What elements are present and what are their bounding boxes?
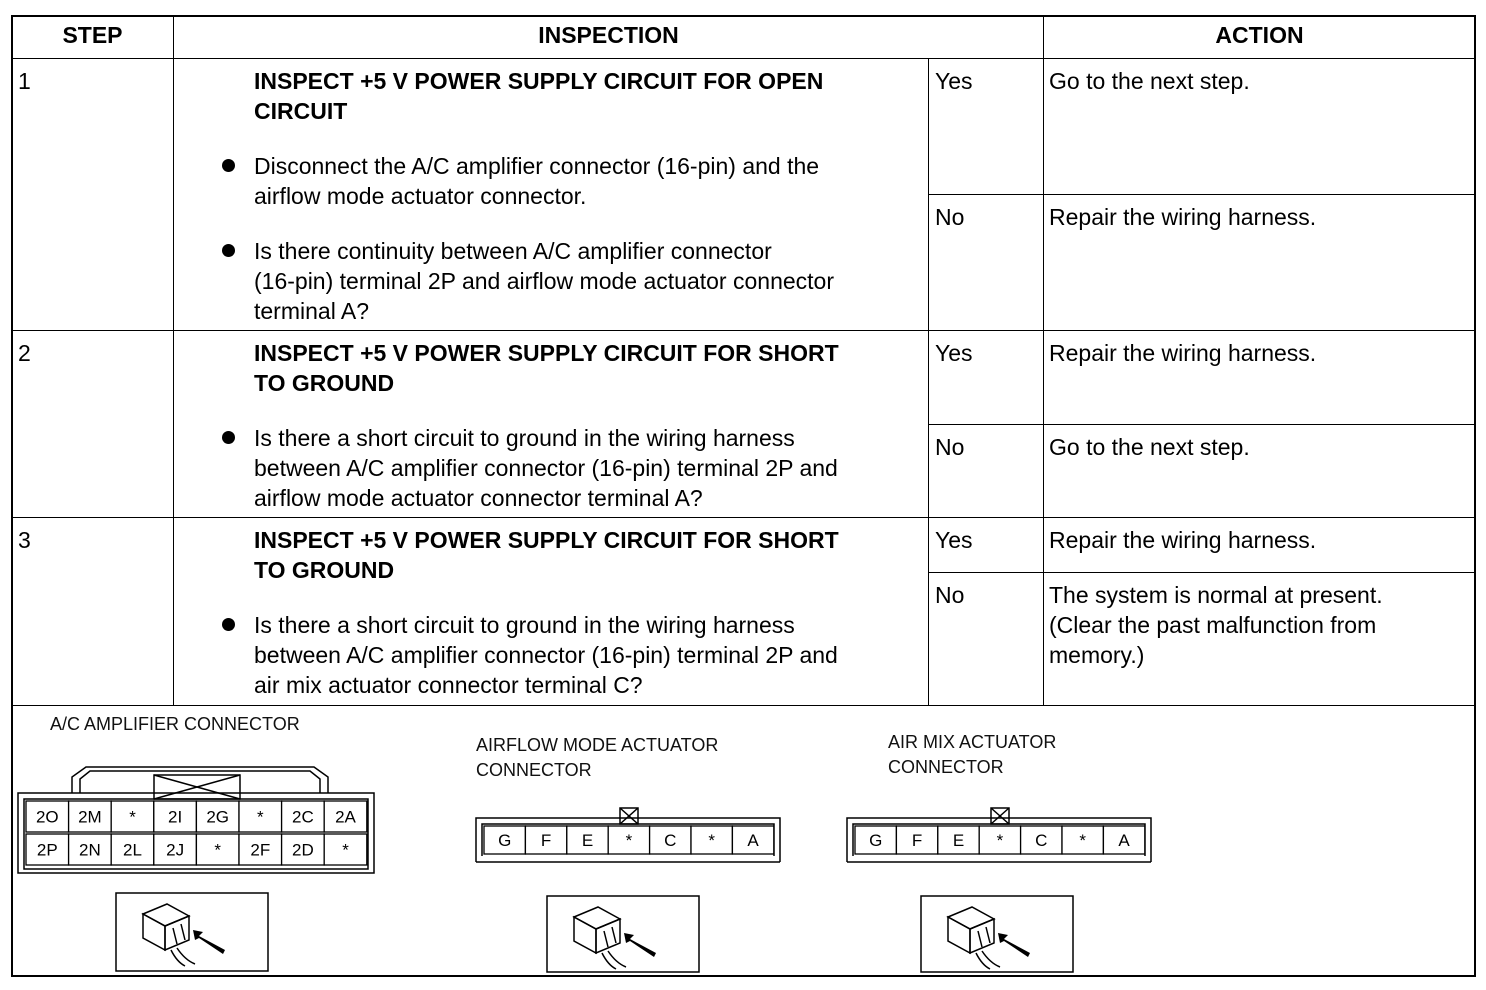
inspection-title: TO GROUND xyxy=(254,557,395,583)
action-text: The system is normal at present. xyxy=(1049,582,1383,608)
inspection-title: INSPECT +5 V POWER SUPPLY CIRCUIT FOR SHORT xyxy=(254,340,839,366)
air-mix-connector-diagram xyxy=(843,800,1155,870)
pin-label: A xyxy=(747,831,759,850)
result-yes: Yes xyxy=(935,340,973,366)
bullet-icon xyxy=(222,244,235,257)
inspection-bullet-text: between A/C amplifier connector (16-pin) terminal 2P and xyxy=(254,455,838,481)
row2-yes-no-divider xyxy=(928,424,1475,425)
header-step: STEP xyxy=(62,22,123,48)
inspection-title: INSPECT +5 V POWER SUPPLY CIRCUIT FOR SHORT xyxy=(254,527,839,553)
action-text: (Clear the past malfunction from xyxy=(1049,612,1377,638)
pin-label: 2P xyxy=(36,840,58,860)
row2-divider xyxy=(12,517,1475,518)
pin-label: C xyxy=(664,831,677,850)
pin-label: * xyxy=(342,840,349,860)
inspection-bullet-text: terminal A? xyxy=(254,298,370,324)
pin-label: 2L xyxy=(123,840,142,860)
action-text: Repair the wiring harness. xyxy=(1049,204,1317,230)
pin-label: F xyxy=(911,831,923,850)
step-number: 2 xyxy=(18,340,31,366)
header-divider xyxy=(12,58,1475,59)
airflow-mode-connector-label: AIRFLOW MODE ACTUATOR xyxy=(476,735,719,755)
pin-label: 2O xyxy=(35,807,59,827)
step-column-divider xyxy=(173,16,174,705)
pin-label: 2C xyxy=(292,807,314,827)
ac-amplifier-connector-diagram xyxy=(14,755,380,877)
action-text: Go to the next step. xyxy=(1049,434,1250,460)
inspection-bullet-text: Is there a short circuit to ground in the wiring harness xyxy=(254,425,795,451)
pin-label: C xyxy=(1035,831,1048,850)
inspection-title: TO GROUND xyxy=(254,370,395,396)
pin-label: 2M xyxy=(78,807,102,827)
pin-label: F xyxy=(540,831,552,850)
pin-label: * xyxy=(1079,831,1087,850)
step-number: 1 xyxy=(18,68,31,94)
result-yes: Yes xyxy=(935,527,973,553)
pin-label: * xyxy=(129,807,136,827)
inspection-title: CIRCUIT xyxy=(254,98,348,124)
harness-side-view-icon xyxy=(920,895,1074,973)
pin-label: 2A xyxy=(335,807,356,827)
pin-label: * xyxy=(256,807,264,827)
inspection-title: INSPECT +5 V POWER SUPPLY CIRCUIT FOR OPEN xyxy=(254,68,824,94)
inspection-bullet-text: between A/C amplifier connector (16-pin) terminal 2P and xyxy=(254,642,838,668)
inspection-bullet-text: Disconnect the A/C amplifier connector (16-pin) and the xyxy=(254,153,820,179)
action-text: Repair the wiring harness. xyxy=(1049,340,1317,366)
harness-side-view-icon xyxy=(546,895,700,973)
pin-label: 2J xyxy=(166,840,185,860)
result-no: No xyxy=(935,582,965,608)
row1-divider xyxy=(12,330,1475,331)
pin-label: E xyxy=(952,831,965,850)
inspection-bullet-text: airflow mode actuator connector. xyxy=(254,183,587,209)
air-mix-connector-label: CONNECTOR xyxy=(888,757,1004,777)
pin-label: G xyxy=(498,831,512,850)
pin-label: 2N xyxy=(79,840,101,860)
pin-label: * xyxy=(996,831,1004,850)
result-column-divider xyxy=(928,58,929,705)
inspection-bullet-text: air mix actuator connector terminal C? xyxy=(254,672,643,698)
pin-label: 2F xyxy=(250,840,271,860)
inspection-bullet-text: Is there continuity between A/C amplifier connector xyxy=(254,238,772,264)
action-column-divider xyxy=(1043,16,1044,705)
pin-label: 2D xyxy=(292,840,314,860)
airflow-mode-connector-diagram xyxy=(472,800,784,870)
result-no: No xyxy=(935,204,965,230)
ac-amplifier-connector-label: A/C AMPLIFIER CONNECTOR xyxy=(50,714,300,734)
action-text: Repair the wiring harness. xyxy=(1049,527,1317,553)
header-inspection: INSPECTION xyxy=(538,22,679,48)
pin-label: G xyxy=(869,831,883,850)
bullet-icon xyxy=(222,618,235,631)
result-no: No xyxy=(935,434,965,460)
inspection-bullet-text: airflow mode actuator connector terminal A? xyxy=(254,485,703,511)
header-action: ACTION xyxy=(1215,22,1304,48)
bullet-icon xyxy=(222,159,235,172)
result-yes: Yes xyxy=(935,68,973,94)
air-mix-connector-label: AIR MIX ACTUATOR xyxy=(888,732,1057,752)
pin-label: A xyxy=(1118,831,1130,850)
table-bottom-divider xyxy=(12,705,1475,706)
action-text: Go to the next step. xyxy=(1049,68,1250,94)
action-text: memory.) xyxy=(1049,642,1145,668)
pin-label: 2G xyxy=(206,807,230,827)
pin-label: E xyxy=(581,831,594,850)
bullet-icon xyxy=(222,431,235,444)
pin-label: * xyxy=(625,831,633,850)
pin-label: 2I xyxy=(168,807,183,827)
pin-label: * xyxy=(708,831,716,850)
row3-yes-no-divider xyxy=(928,572,1475,573)
step-number: 3 xyxy=(18,527,31,553)
row1-yes-no-divider xyxy=(928,194,1475,195)
inspection-bullet-text: Is there a short circuit to ground in the wiring harness xyxy=(254,612,795,638)
airflow-mode-connector-label: CONNECTOR xyxy=(476,760,592,780)
pin-label: * xyxy=(214,840,222,860)
harness-side-view-icon xyxy=(115,892,269,972)
inspection-bullet-text: (16-pin) terminal 2P and airflow mode actuator connector xyxy=(254,268,834,294)
